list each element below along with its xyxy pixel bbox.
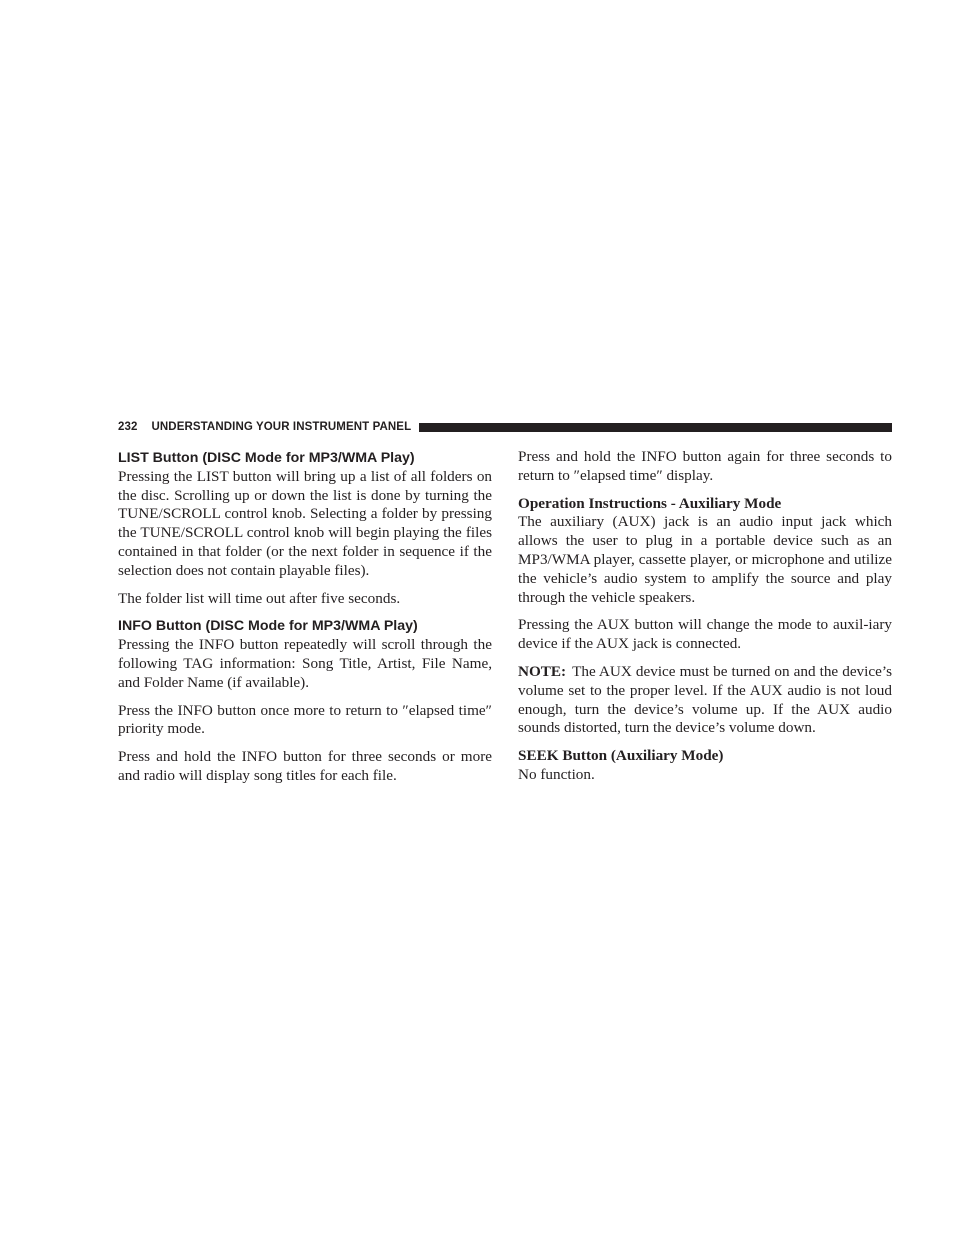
note-label: NOTE:	[518, 662, 567, 680]
section-title: UNDERSTANDING YOUR INSTRUMENT PANEL	[151, 421, 412, 433]
folder-timeout-paragraph: The folder list will time out after five seconds.	[118, 589, 401, 607]
page-number: 232	[118, 421, 138, 433]
left-column	[118, 448, 492, 795]
info-button-heading: INFO Button (DISC Mode for MP3/WMA Play)	[118, 618, 418, 635]
seek-paragraph: No function.	[518, 765, 595, 783]
aux-button-paragraph: Pressing the AUX button will change the mode to auxil-iary device if the AUX jack is connected.	[518, 616, 892, 653]
info-elapsed-paragraph: Press the INFO button once more to return to ″elapsed time″ priority mode.	[118, 701, 492, 738]
page-header	[118, 420, 892, 434]
list-button-paragraph: Pressing the LIST button will bring up a list of all folders on the disc. Scrolling up or down the list is done by turning the TUNE/SCROLL control knob. Selecting a folder by pressing the TUNE/SCROLL control knob will begin playing the files contained in that folder (or the next folder in sequence if the selection does not contain playable files).	[118, 467, 492, 579]
list-button-heading: LIST Button (DISC Mode for MP3/WMA Play)	[118, 450, 415, 466]
header-rule	[419, 423, 892, 432]
info-hold-paragraph: Press and hold the INFO button for three seconds or more and radio will display song titles for each file.	[118, 748, 492, 784]
right-column	[518, 448, 892, 794]
info-tag-paragraph: Pressing the INFO button repeatedly will scroll through the following TAG information: Song Title, Artist, File Name, and Folder Name (if available).	[118, 636, 492, 691]
seek-button-heading: SEEK Button (Auxiliary Mode)	[518, 747, 724, 765]
note-paragraph	[518, 663, 892, 738]
aux-jack-paragraph: The auxiliary (AUX) jack is an audio input jack which allows the user to plug in a portable device such as an MP3/WMA player, cassette player, or microphone and utilize the vehicle’s audio system to amplify the source and play through the vehicle speakers.	[518, 513, 892, 606]
note-text: The AUX device must be turned on and the device’s volume set to the proper level. If the AUX audio is not loud enough, turn the device’s volume up. If the AUX audio sounds distorted, turn the device’s volume down.	[518, 662, 892, 737]
info-hold-again-paragraph: Press and hold the INFO button again for three seconds to return to ″elapsed time″ display.	[518, 448, 892, 484]
aux-mode-heading: Operation Instructions - Auxiliary Mode	[518, 494, 782, 512]
